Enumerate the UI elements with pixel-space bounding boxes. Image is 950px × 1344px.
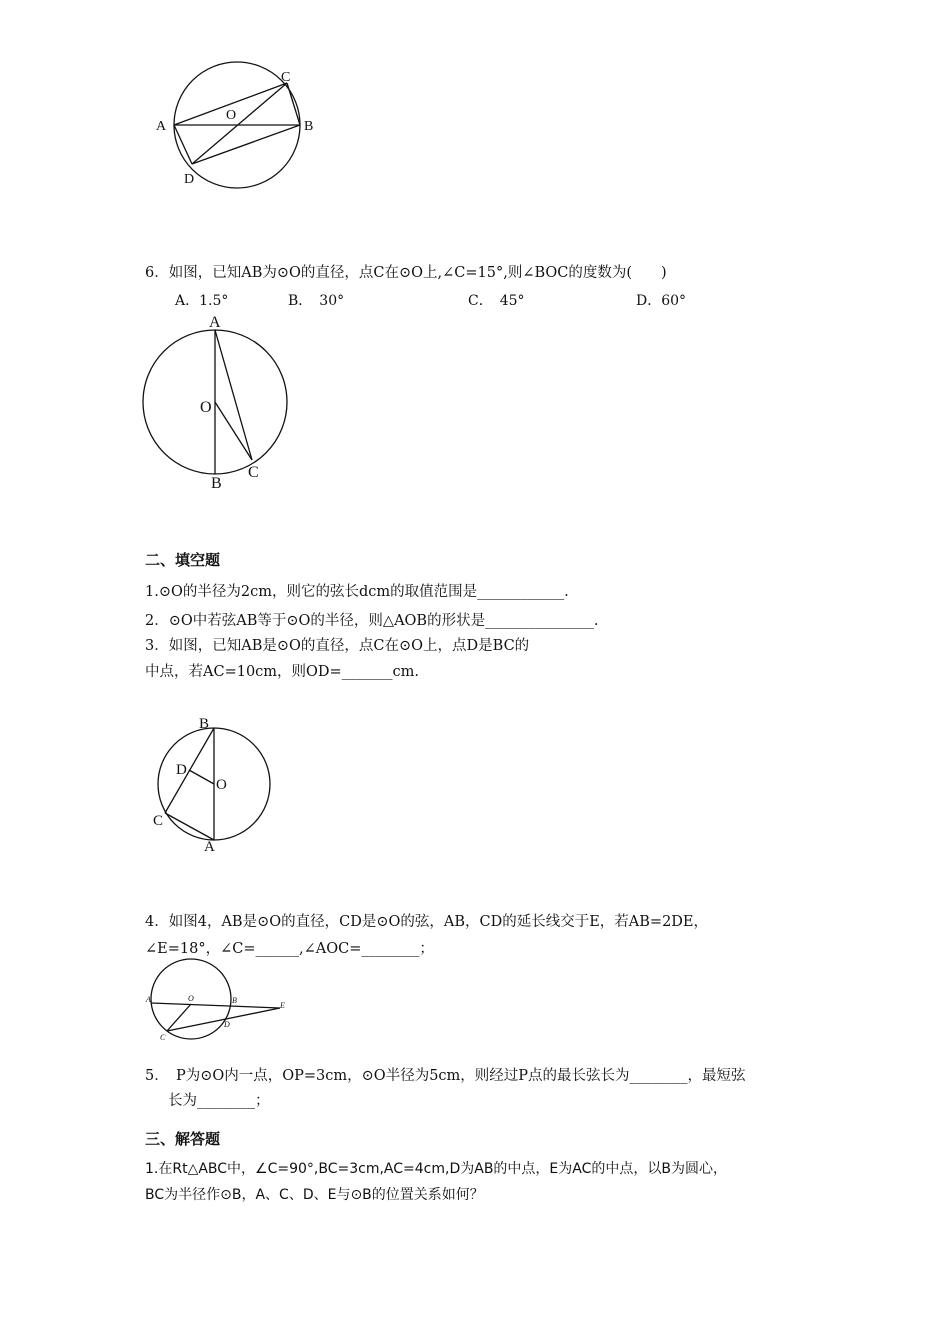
q6-option-d: D．60° — [636, 293, 687, 309]
q6-option-a: A．1.5° — [175, 293, 229, 309]
s3-q1-line1: 1.在Rt△ABC中，∠C=90°,BC=3cm,AC=4cm,D为AB的中点，E为AC的中点，以B为圆心， — [145, 1161, 727, 1177]
section-3-title: 三、解答题 — [145, 1130, 221, 1148]
s2-q2: 2．⊙O中若弦AB等于⊙O的半径，则△AOB的形状是_______________. — [145, 613, 599, 629]
figure-q5-circle — [150, 55, 330, 195]
label-b: B — [304, 119, 314, 134]
s2-q3-line1: 3．如图，已知AB是⊙O的直径，点C在⊙O上，点D是BC的 — [145, 638, 530, 654]
label-o: O — [226, 108, 237, 123]
label-e: E — [280, 1001, 285, 1010]
label-o: O — [200, 399, 212, 416]
s2-q5-line1: 5． P为⊙O内一点，OP=3cm，⊙O半径为5cm，则经过P点的最长弦长为________，最短弦 — [145, 1068, 746, 1084]
label-b: B — [199, 716, 210, 732]
s2-q1: 1.⊙O的半径为2cm，则它的弦长dcm的取值范围是____________. — [145, 584, 569, 600]
s2-q3-line2: 中点，若AC=10cm，则OD=_______cm. — [145, 664, 419, 680]
s2-q5-line2: 长为________； — [168, 1093, 270, 1109]
figure-q6-circle — [135, 310, 305, 495]
label-d: D — [224, 1020, 230, 1029]
figure-q3-circle — [145, 712, 285, 857]
section-2-title: 二、填空题 — [145, 551, 221, 569]
label-b: B — [211, 475, 222, 492]
s2-q4-line2: ∠E=18°，∠C=______,∠AOC=________； — [145, 941, 434, 957]
label-d: D — [176, 762, 187, 778]
label-a: A — [146, 995, 151, 1004]
label-o: O — [216, 777, 227, 793]
s3-q1-line2: BC为半径作⊙B，A、C、D、E与⊙B的位置关系如何？ — [145, 1187, 484, 1203]
figure-q4-circle — [140, 956, 290, 1042]
s2-q4-line1: 4．如图4，AB是⊙O的直径，CD是⊙O的弦，AB，CD的延长线交于E，若AB=2DE， — [145, 914, 709, 930]
label-c: C — [248, 464, 259, 481]
label-a: A — [209, 314, 221, 331]
q6-option-b: B． 30° — [288, 293, 345, 309]
label-a: A — [204, 839, 215, 855]
label-c: C — [160, 1033, 166, 1042]
q6-option-c: C． 45° — [468, 293, 525, 309]
label-a: A — [156, 119, 167, 134]
label-c: C — [153, 813, 164, 829]
label-c: C — [281, 70, 291, 85]
q6-stem: 6．如图，已知AB为⊙O的直径，点C在⊙O上,∠C=15°,则∠BOC的度数为( ) — [145, 265, 667, 281]
label-b: B — [232, 996, 237, 1005]
label-o: O — [188, 994, 194, 1003]
label-d: D — [184, 172, 195, 187]
